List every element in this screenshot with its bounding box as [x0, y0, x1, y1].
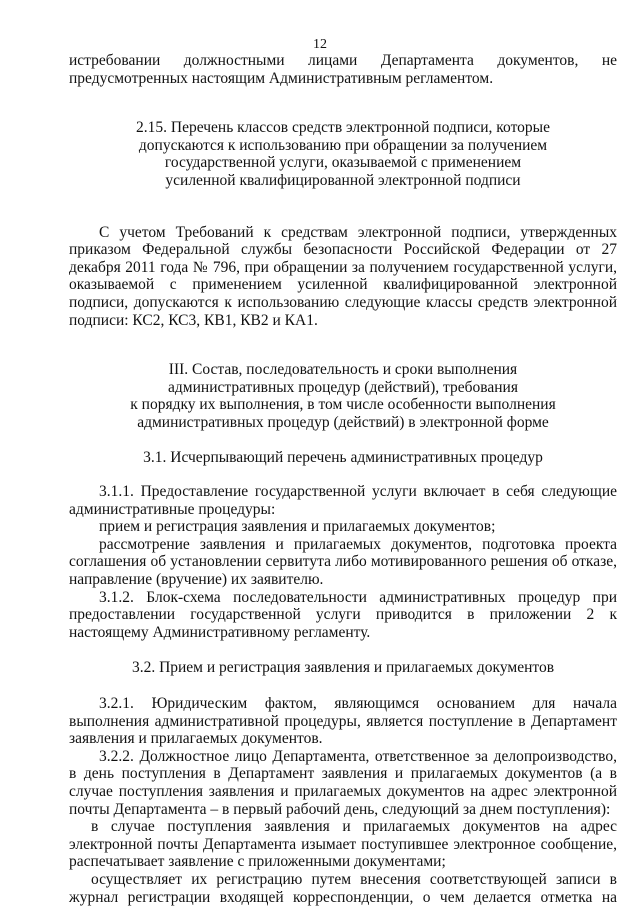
page-number: 12 — [313, 37, 327, 52]
section-3-2-heading: 3.2. Прием и регистрация заявления и прилагаемых документов — [131, 659, 555, 677]
list-item: рассмотрение заявления и прилагаемых документов, подготовка проекта соглашения об установлении сервитута либо мотивированного решения об отказе, направление (вручение) их заявителю. — [69, 535, 617, 589]
paragraph-top-line-1: истребовании должностными лицами Департамента документов, не — [69, 52, 617, 69]
heading-line: 2.15. Перечень классов средств электронной подписи, которые — [136, 119, 550, 137]
heading-line: государственной услуги, оказываемой с применением — [164, 154, 522, 172]
document-body — [69, 52, 617, 906]
heading-line: допускаются к использованию при обращении за получением — [138, 136, 548, 154]
paragraph-email: в случае поступления заявления и прилагаемых документов на адрес электронной почты Департамента изымает поступившее электронное сообщение, распечатывает заявление с приложенными документами; — [69, 818, 617, 871]
list-item: прием и регистрация заявления и прилагаемых документов; — [99, 518, 496, 536]
heading-line: усиленной квалифицированной электронной подписи — [165, 171, 521, 189]
paragraph-3-1-2: 3.1.2. Блок-схема последовательности административных процедур при предоставлении государственной услуги приводится в приложении 2 к настоящему Административному регламенту. — [69, 588, 617, 641]
heading-line: административных процедур (действий), требования — [168, 378, 518, 396]
paragraph-register: осуществляет их регистрацию путем внесения соответствующей записи в журнал регистрации входящей корреспонденции, о чем делается отметка на — [69, 870, 617, 906]
heading-line: III. Состав, последовательность и сроки выполнения — [168, 361, 518, 379]
paragraph-3-2-2: 3.2.2. Должностное лицо Департамента, ответственное за делопроизводство, в день поступления в Департамент заявления и прилагаемых документов (а в случае поступления заявления и прилагаемых документов на адрес электронной почты Департамента – в первый рабочий день, следующий за днем поступления): — [69, 747, 617, 818]
heading-line: административных процедур (действий) в электронной форме — [137, 413, 549, 431]
paragraph-3-2-1: 3.2.1. Юридическим фактом, являющимся основанием для начала выполнения административной процедуры, является поступление в Департамент заявления и прилагаемых документов. — [69, 695, 617, 748]
paragraph-2-15: С учетом Требований к средствам электронной подписи, утвержденных приказом Федеральной службы безопасности Российской Федерации от 27 декабря 2011 года № 796, при обращении за получением государственной услуги, оказываемой с применением усиленной квалифицированной электронной подписи, допускаются к использованию следующие классы средств электронной подписи: КС2, КС3, КВ1, КВ2 и КА1. — [69, 223, 617, 329]
section-3-heading — [69, 361, 617, 431]
section-2-15-heading — [69, 119, 617, 189]
heading-line: к порядку их выполнения, в том числе особенности выполнения — [130, 396, 556, 414]
section-3-1-heading: 3.1. Исчерпывающий перечень административных процедур — [143, 448, 543, 466]
paragraph-top-line-2: предусмотренных настоящим Административным регламентом. — [69, 69, 494, 87]
paragraph-3-1-1: 3.1.1. Предоставление государственной услуги включает в себя следующие административные процедуры: — [69, 483, 617, 518]
